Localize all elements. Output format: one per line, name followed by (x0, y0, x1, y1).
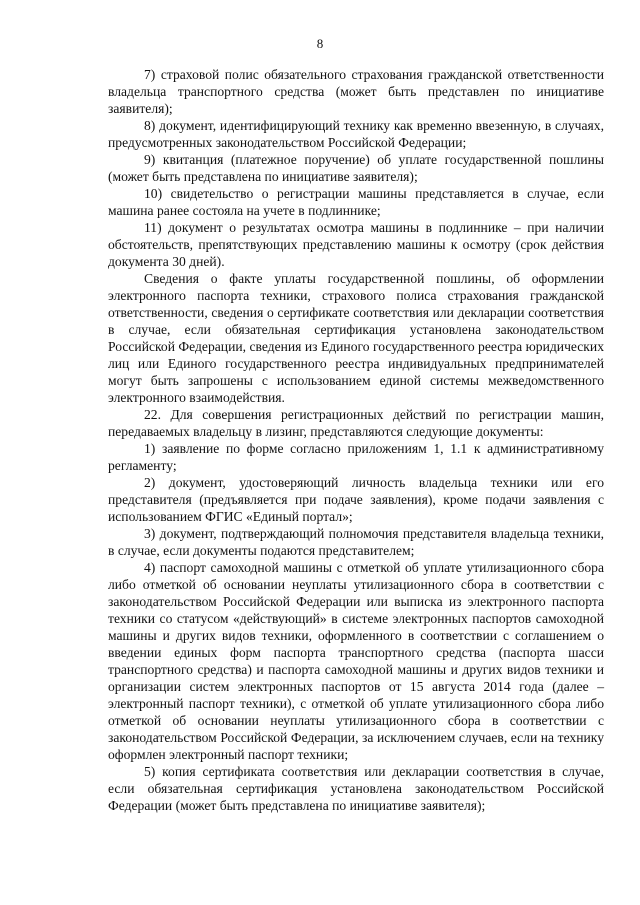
list-item-3: 3) документ, подтверждающий полномочия представителя владельца техники, в случае, если документы подаются представителем; (108, 526, 604, 558)
list-item-4: 4) паспорт самоходной машины с отметкой об уплате утилизационного сбора либо отметкой об основании неуплаты утилизационного сбора в соответствии с законодательством Российской Федерации или выписка из электронного паспорта техники со статусом «действующий» в системе электронных паспортов самоходной машины и других видов техники, оформленного в соответствии с соглашением о введении единых форм паспорта транспортного средства (паспорта шасси транспортного средства) и паспорта самоходной машины и других видов техники и организации систем электронных паспортов от 15 августа 2014 года (далее – электронный паспорт техники), с отметкой об уплате утилизационного сбора либо отметкой об основании неуплаты утилизационного сбора в соответствии с законодательством Российской Федерации, за исключением случаев, если на технику оформлен электронный паспорт техники; (108, 560, 604, 762)
list-item-9: 9) квитанция (платежное поручение) об уплате государственной пошлины (может быть представлена по инициативе заявителя); (108, 152, 604, 184)
info-paragraph: Сведения о факте уплаты государственной пошлины, об оформлении электронного паспорта техники, страхового полиса страхования гражданской ответственности, сведения о сертификате соответствия или декларации соответствия в случае, если обязательная сертификация установлена законодательством Российской Федерации, сведения из Единого государственного реестра юридических лиц или Единого государственного реестра индивидуальных предпринимателей могут быть запрошены с использованием единой системы межведомственного электронного взаимодействия. (108, 271, 604, 405)
list-item-1: 1) заявление по форме согласно приложениям 1, 1.1 к административному регламенту; (108, 441, 604, 473)
section-22-paragraph: 22. Для совершения регистрационных действий по регистрации машин, передаваемых владельцу в лизинг, представляются следующие документы: (108, 407, 604, 439)
document-body (108, 66, 604, 814)
list-item-11: 11) документ о результатах осмотра машины в подлиннике – при наличии обстоятельств, препятствующих представлению машины к осмотру (срок действия документа 30 дней). (108, 220, 604, 269)
list-item-5: 5) копия сертификата соответствия или декларации соответствия в случае, если обязательная сертификация установлена законодательством Российской Федерации (может быть представлена по инициативе заявителя); (108, 764, 604, 813)
list-item-10: 10) свидетельство о регистрации машины представляется в случае, если машина ранее состояла на учете в подлиннике; (108, 186, 604, 218)
list-item-2: 2) документ, удостоверяющий личность владельца техники или его представителя (предъявляется при подаче заявления), кроме подачи заявления с использованием ФГИС «Единый портал»; (108, 475, 604, 524)
page-number: 8 (316, 36, 324, 51)
list-item-7: 7) страховой полис обязательного страхования гражданской ответственности владельца транспортного средства (может быть представлен по инициативе заявителя); (108, 67, 604, 116)
list-item-8: 8) документ, идентифицирующий технику как временно ввезенную, в случаях, предусмотренных законодательством Российской Федерации; (108, 118, 604, 150)
